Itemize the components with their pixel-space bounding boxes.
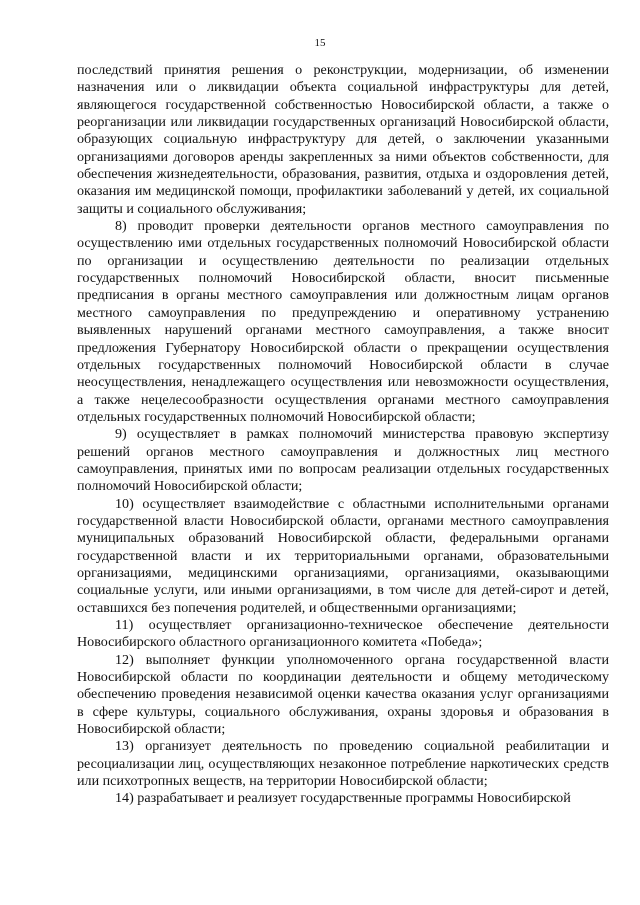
paragraph-item-8: 8) проводит проверки деятельности органов местного самоуправления по осуществлению ими отдельных государственных полномочий Новосибирской области по организации и осуществлению деятельности по реализации отдельных государственных полномочий Новосибирской области, вносит письменные предписания в органы местного самоуправления или должностным лицам органов местного самоуправления по предупреждению и оперативному устранению выявленных нарушений органами местного самоуправления, а также вносит предложения Губернатору Новосибирской области о прекращении осуществления отдельных государственных полномочий Новосибирской области в случае неосуществления, ненадлежащего осуществления или невозможности осуществления, а также нецелесообразности осуществления органами местного самоуправления отдельных государственных полномочий Новосибирской области; <box>77 218 609 425</box>
paragraph-item-11: 11) осуществляет организационно-техническое обеспечение деятельности Новосибирского областного организационного комитета «Победа»; <box>77 617 609 651</box>
paragraph-continuation: последствий принятия решения о реконструкции, модернизации, об изменении назначения или о ликвидации объекта социальной инфраструктуры для детей, являющегося государственной собственностью Новосибирской области, а также о реорганизации или ликвидации государственных организаций Новосибирской области, образующих социальную инфраструктуру для детей, о заключении указанными организациями договоров аренды закрепленных за ними объектов собственности, для обеспечения жизнедеятельности, образования, развития, отдыха и оздоровления детей, оказания им медицинской помощи, профилактики заболеваний у детей, их социальной защиты и социального обслуживания; <box>77 62 609 217</box>
document-body <box>77 62 609 808</box>
paragraph-item-13: 13) организует деятельность по проведению социальной реабилитации и ресоциализации лиц, осуществляющих незаконное потребление наркотических средств или психотропных веществ, на территории Новосибирской области; <box>77 738 609 790</box>
paragraph-item-9: 9) осуществляет в рамках полномочий министерства правовую экспертизу решений органов местного самоуправления и должностных лиц местного самоуправления, принятых ими по вопросам реализации отдельных государственных полномочий Новосибирской области; <box>77 426 609 495</box>
paragraph-item-12: 12) выполняет функции уполномоченного органа государственной власти Новосибирской области по координации деятельности и общему методическому обеспечению проведения независимой оценки качества оказания услуг организациями в сфере культуры, социального обслуживания, охраны здоровья и образования в Новосибирской области; <box>77 651 609 738</box>
paragraph-item-14: 14) разрабатывает и реализует государственные программы Новосибирской <box>115 790 571 807</box>
paragraph-item-10: 10) осуществляет взаимодействие с областными исполнительными органами государственной власти Новосибирской области, органами местного самоуправления муниципальных образований Новосибирской области, федеральными органами государственной власти и их территориальными органами, образовательными организациями, медицинскими организациями, организациями, оказывающими социальные услуги, или иными организациями, в том числе для детей-сирот и детей, оставшихся без попечения родителей, и общественными организациями; <box>77 495 609 616</box>
page-number: 15 <box>314 37 326 49</box>
